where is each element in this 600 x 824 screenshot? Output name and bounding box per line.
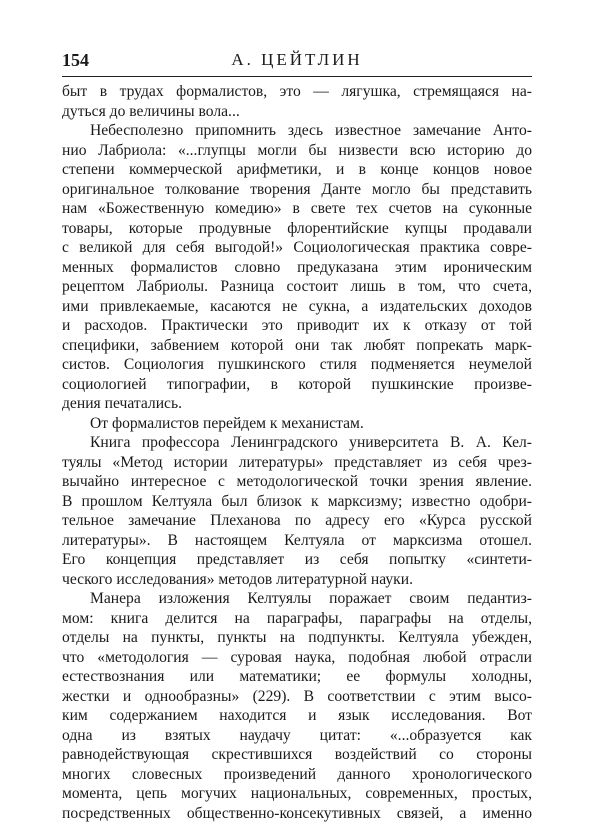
text-line: и расходов. Практически это приводит их к отказу от той <box>62 317 532 334</box>
text-line: туялы «Метод истории литературы» представляет из себя чрез- <box>62 453 532 471</box>
text-line: Книга профессора Ленинградского университета В. А. Кел- <box>90 434 532 451</box>
text-line: В прошлом Келтуяла был близок к марксизму; известно одобри- <box>62 492 532 510</box>
text-line: специфики, забвением которой они так любят попрекать марк- <box>62 336 532 354</box>
text-line: От формалистов перейдем к механистам. <box>90 414 364 432</box>
header-rule <box>62 76 532 77</box>
page-header <box>62 50 532 72</box>
text-line: литературы». В настоящем Келтуяла от марксизма отошел. <box>62 531 532 549</box>
text-line: что «методология — суровая наука, подобная любой отрасли <box>62 648 532 666</box>
text-line: посредственных общественно-консекутивных связей, а именно <box>62 804 532 822</box>
page-number: 154 <box>62 50 89 70</box>
text-line: степени коммерческой арифметики, и в конце концов новое <box>62 161 532 178</box>
text-line: быт в трудах формалистов, это — лягушка, стремящаяся на- <box>62 83 532 100</box>
text-line: ческого исследования» методов литературной науки. <box>62 570 414 588</box>
running-head: А. ЦЕЙТЛИН <box>231 50 363 69</box>
text-line: естествознания или математики; ее формулы холодны, <box>62 668 532 685</box>
text-line: рецептом Лабриолы. Разница состоит лишь в том, что счета, <box>62 278 532 295</box>
text-line: дуться до величины вола... <box>62 102 240 120</box>
text-line: равнодействующая скрестившихся воздействий со стороны <box>62 746 532 763</box>
text-line: отделы на пункты, пункты на подпункты. Келтуяла убежден, <box>62 629 532 646</box>
text-line: многих словесных произведений данного хронологического <box>62 765 532 783</box>
text-line: Манера изложения Келтуялы поражает своим педантиз- <box>90 590 532 607</box>
text-line: дения печатались. <box>62 395 182 412</box>
text-line: жестки и однообразны» (229). В соответствии с этим высо- <box>62 687 532 705</box>
text-line: мом: книга делится на параграфы, параграфы на отделы, <box>62 609 532 627</box>
text-line: с великой для себя выгодой!» Социологическая практика совре- <box>62 239 532 256</box>
text-line: нам «Божественную комедию» в свете тех счетов на суконные <box>62 200 532 217</box>
text-line: Его концепция представляет из себя попытку «синтети- <box>62 551 532 568</box>
text-line: социологией типографии, в которой пушкинские произве- <box>62 375 532 393</box>
text-line: менных формалистов словно предуказана этим ироническим <box>62 258 532 276</box>
text-line: нио Лабриола: «...глупцы могли бы низвести всю историю до <box>62 141 532 159</box>
text-line: Небесполезно припомнить здесь известное замечание Анто- <box>90 122 532 139</box>
text-line: ими привлекаемые, касаются не сукна, а издательских доходов <box>62 297 532 315</box>
text-line: момента, цепь могучих национальных, современных, простых, <box>62 785 532 802</box>
text-line: товары, которые продувные флорентийские купцы продавали <box>62 219 532 237</box>
text-line: вычайно интересное с методологической точки зрения явление. <box>62 473 532 490</box>
text-line: одна из взятых наудачу цитат: «...образуется как <box>62 726 532 744</box>
text-line: тельное замечание Плеханова по адресу его «Курса русской <box>62 512 532 529</box>
body-text <box>62 82 532 823</box>
text-line: ким содержанием находится и язык исследования. Вот <box>62 707 532 724</box>
text-line: оригинальное толкование творения Данте могло бы представить <box>62 180 532 198</box>
text-line: систов. Социология пушкинского стиля подменяется неумелой <box>62 356 532 373</box>
